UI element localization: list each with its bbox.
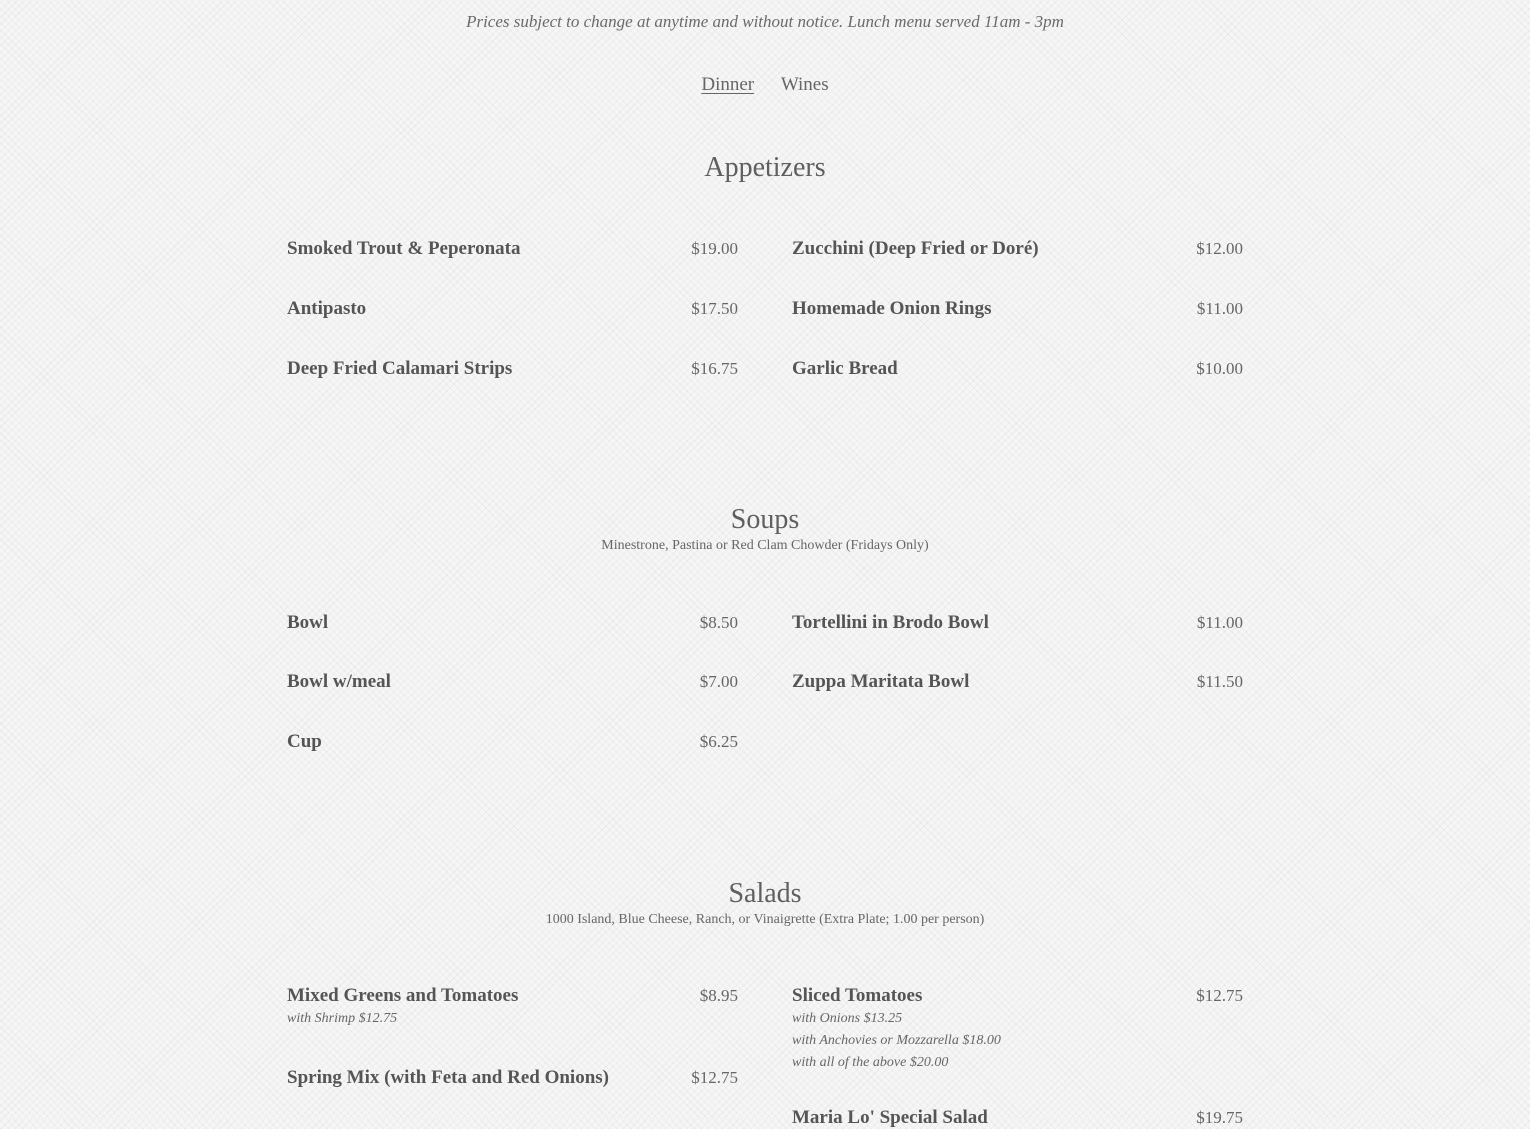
- item-price: $12.75: [691, 1068, 738, 1087]
- item-name: Zucchini (Deep Fried or Doré): [792, 238, 1039, 259]
- item-note: with all of the above $20.00: [792, 1055, 949, 1070]
- menu-item: [287, 612, 738, 634]
- salads-subtitle: 1000 Island, Blue Cheese, Ranch, or Vinaigrette (Extra Plate; 1.00 per person): [545, 912, 985, 927]
- item-name: Smoked Trout & Peperonata: [287, 238, 521, 259]
- menu-item: [792, 612, 1243, 634]
- menu-tabs: [0, 74, 1530, 96]
- item-price: $11.00: [1196, 299, 1243, 318]
- item-name: Spring Mix (with Feta and Red Onions): [287, 1067, 609, 1088]
- soups-title: Soups: [730, 504, 800, 535]
- menu-item: [792, 358, 1243, 380]
- item-name: Sliced Tomatoes: [792, 985, 923, 1006]
- soups-subtitle: Minestrone, Pastina or Red Clam Chowder (Fridays Only): [601, 538, 929, 553]
- tab-wines[interactable]: Wines: [780, 74, 829, 95]
- menu-item: [287, 985, 738, 1029]
- item-price: $7.00: [699, 672, 738, 691]
- item-name: Maria Lo' Special Salad: [792, 1107, 988, 1128]
- item-price: $17.50: [691, 299, 738, 318]
- menu-item: [287, 358, 738, 380]
- item-note: with Shrimp $12.75: [287, 1011, 398, 1026]
- item-name: Mixed Greens and Tomatoes: [287, 985, 519, 1006]
- menu-notice: Prices subject to change at anytime and without notice. Lunch menu served 11am - 3pm: [466, 12, 1064, 31]
- item-price: $12.75: [1196, 986, 1243, 1005]
- salads-title: Salads: [728, 878, 802, 909]
- item-name: Garlic Bread: [792, 358, 898, 379]
- item-price: $19.75: [1196, 1108, 1243, 1127]
- appetizers-title: Appetizers: [704, 152, 826, 183]
- item-price: $6.25: [699, 732, 738, 751]
- item-price: $8.50: [699, 613, 738, 632]
- item-name: Zuppa Maritata Bowl: [792, 671, 970, 692]
- item-price: $19.00: [691, 239, 738, 258]
- item-name: Bowl w/meal: [287, 671, 391, 692]
- item-name: Cup: [287, 731, 322, 752]
- menu-item: [287, 731, 738, 753]
- item-price: $11.00: [1196, 613, 1243, 632]
- menu-item: [792, 671, 1243, 693]
- item-name: Homemade Onion Rings: [792, 298, 992, 319]
- item-price: $8.95: [699, 986, 738, 1005]
- item-price: $16.75: [691, 359, 738, 378]
- item-price: $10.00: [1196, 359, 1243, 378]
- menu-item: [287, 671, 738, 693]
- item-price: $12.00: [1196, 239, 1243, 258]
- menu-item: [792, 1107, 1243, 1129]
- item-name: Antipasto: [287, 298, 367, 319]
- item-name: Deep Fried Calamari Strips: [287, 358, 513, 379]
- tab-dinner[interactable]: Dinner: [701, 74, 755, 95]
- menu-item: [792, 298, 1243, 320]
- menu-item: [287, 298, 738, 320]
- item-name: Tortellini in Brodo Bowl: [792, 612, 989, 633]
- item-price: $11.50: [1196, 672, 1243, 691]
- item-name: Bowl: [287, 612, 329, 633]
- menu-item: [287, 1067, 738, 1089]
- menu-item: [287, 238, 738, 260]
- menu-item: [792, 238, 1243, 260]
- item-note: with Onions $13.25: [792, 1011, 903, 1026]
- menu-item: [792, 985, 1243, 1073]
- item-note: with Anchovies or Mozzarella $18.00: [792, 1033, 1001, 1048]
